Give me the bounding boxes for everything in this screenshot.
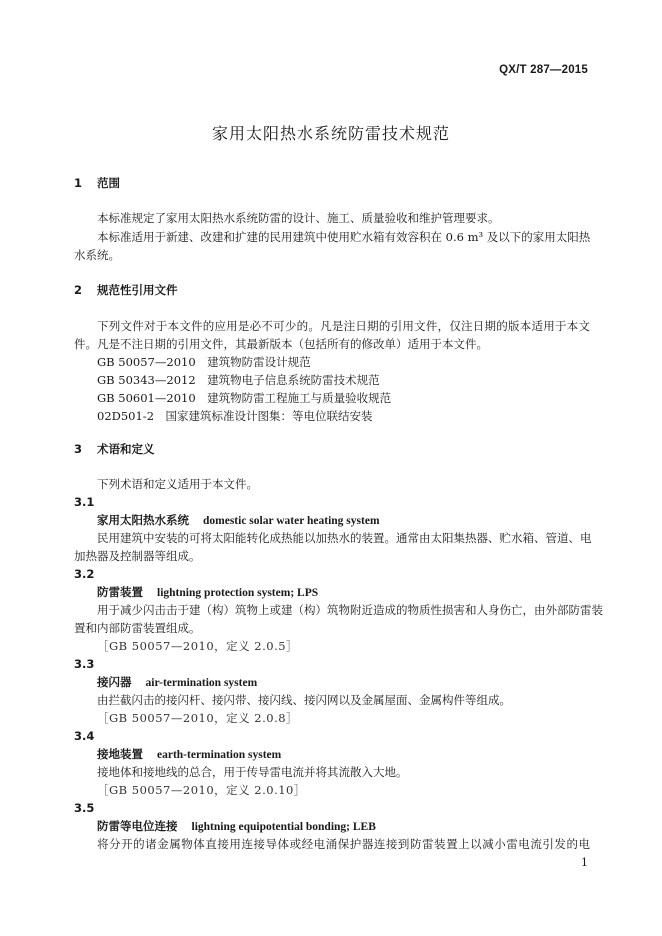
reference-item: GB 50057—2010 建筑物防雷设计规范 [97,355,311,369]
section-title: 规范性引用文件 [97,283,178,297]
term-definition: 置和内部防雷装置组成。 [74,621,201,635]
term-en: lightning protection system; LPS [157,587,319,599]
document-code: QX/T 287—2015 [499,64,588,76]
paragraph: 下列术语和定义适用于本文件。 [97,477,258,491]
section-3-heading [74,441,590,457]
section-2-heading [74,282,590,298]
document-title: 家用太阳热水系统防雷技术规范 [211,124,450,143]
section-number: 2 [74,283,83,297]
section-number: 3 [74,442,83,456]
term-source: ［GB 50057—2010，定义 2.0.5］ [97,639,299,653]
paragraph: 水系统。 [74,248,120,262]
section-1-heading [74,175,590,191]
term-definition: 由拦截闪击的接闪杆、接闪带、接闪线、接闪网以及金属屋面、金属构件等组成。 [97,693,511,707]
term-title [97,674,590,691]
term-number: 3.4 [74,729,95,743]
term-definition: 用于减少闪击击于建（构）筑物上或建（构）筑物附近造成的物质性损害和人身伤亡，由外部防雷装 [97,603,603,617]
term-title [97,512,590,529]
term-en: lightning equipotential bonding; LEB [191,821,376,833]
section-title: 范围 [97,176,120,190]
term-source: ［GB 50057—2010，定义 2.0.8］ [97,711,299,725]
section-number: 1 [74,176,83,190]
term-title [97,818,590,835]
term-title [97,584,590,601]
term-title [97,746,590,763]
term-number: 3.1 [74,495,95,509]
reference-item: GB 50601—2010 建筑物防雷工程施工与质量验收规范 [97,391,392,405]
term-definition: 将分开的诸金属物体直接用连接导体或经电涌保护器连接到防雷装置上以减小雷电流引发的电 [97,837,590,851]
page-number: 1 [581,856,588,869]
term-zh: 防雷等电位连接 [97,819,178,833]
paragraph: 本标准规定了家用太阳热水系统防雷的设计、施工、质量验收和维护管理要求。 [97,211,500,225]
paragraph: 下列文件对于本文件的应用是必不可少的。凡是注日期的引用文件，仅注日期的版本适用于本文 [97,319,590,333]
reference-item: GB 50343—2012 建筑物电子信息系统防雷技术规范 [97,373,380,387]
reference-item: 02D501-2 国家建筑标准设计图集：等电位联结安装 [97,409,373,423]
term-en: domestic solar water heating system [203,515,380,527]
term-number: 3.5 [74,801,95,815]
paragraph: 件。凡是不注日期的引用文件，其最新版本（包括所有的修改单）适用于本文件。 [74,337,488,351]
section-title: 术语和定义 [97,442,155,456]
term-number: 3.2 [74,567,95,581]
term-definition: 民用建筑中安装的可将太阳能转化成热能以加热水的装置。通常由太阳集热器、贮水箱、管道、电 [97,531,592,545]
term-number: 3.3 [74,657,95,671]
term-en: earth-termination system [157,749,282,761]
term-zh: 接地装置 [97,747,143,761]
term-zh: 家用太阳热水系统 [97,513,189,527]
term-en: air-termination system [145,677,258,689]
term-definition: 接地体和接地线的总合，用于传导雷电流并将其流散入大地。 [97,765,408,779]
paragraph: 本标准适用于新建、改建和扩建的民用建筑中使用贮水箱有效容积在 0.6 m³ 及以下的家用太阳热 [97,230,591,244]
term-zh: 接闪器 [97,675,132,689]
term-source: ［GB 50057—2010，定义 2.0.10］ [97,783,306,797]
term-definition: 加热器及控制器等组成。 [74,549,201,563]
term-zh: 防雷装置 [97,585,143,599]
